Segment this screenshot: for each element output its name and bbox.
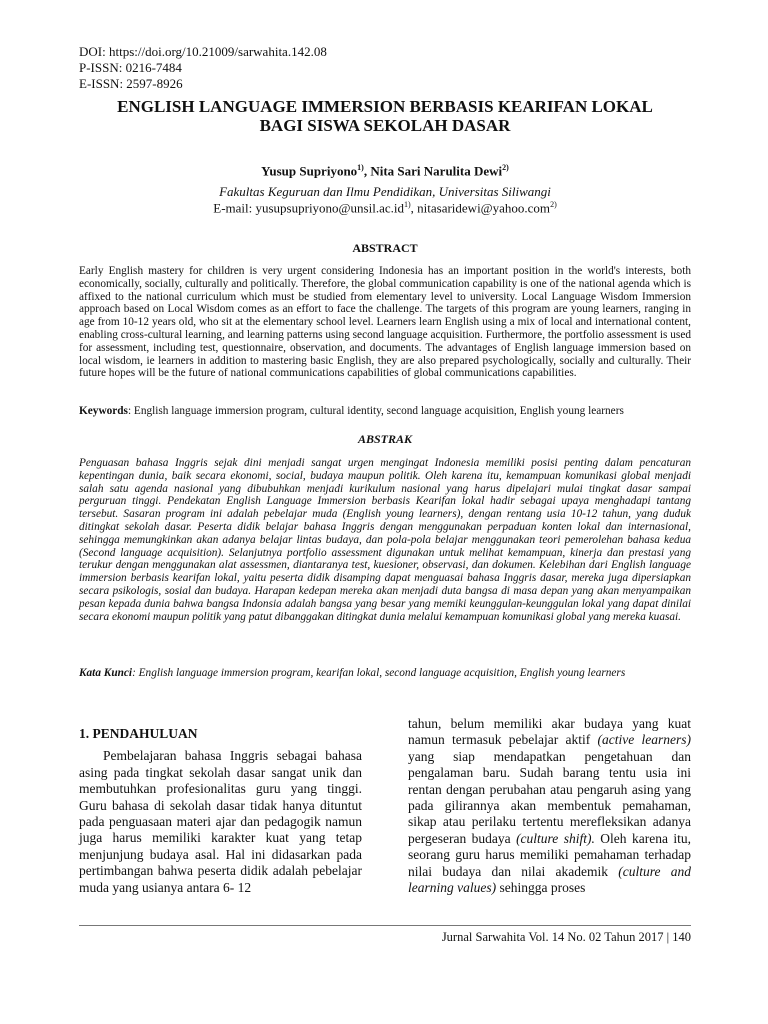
email-2: , nitasaridewi@yahoo.com: [410, 200, 551, 216]
keywords: [79, 405, 691, 418]
italic-term: (culture and learning values): [408, 863, 691, 896]
italic-term: (culture shift).: [516, 830, 595, 846]
text-run: sehingga proses: [496, 880, 586, 896]
title-line-2: BAGI SISWA SEKOLAH DASAR: [259, 116, 511, 135]
intro-paragraph-continued: [408, 716, 691, 896]
left-column: [79, 726, 362, 896]
italic-term: (active learners): [597, 732, 691, 748]
kata-kunci-label: Kata Kunci: [79, 667, 133, 679]
email-2-mark: 2): [550, 200, 557, 209]
author-separator: ,: [363, 163, 371, 179]
keywords-text: : English language immersion program, cultural identity, second language acquisition, English young learners: [127, 405, 624, 417]
pissn-line: P-ISSN: 0216-7484: [79, 60, 182, 75]
author-list: [79, 163, 691, 179]
right-column: [408, 716, 691, 896]
abstrak-body: Penguasan bahasa Inggris sejak dini menjadi sangat urgen mengingat Indonesia memiliki posisi penting dalam pencaturan kepentingan dunia, baik secara ekonomi, social, budaya maupun politik. Oleh karena itu, kemampuan komunikasi global menjadi salah satu agenda nasional yang dibubuhkan menjadi kurikulum nasional yang harus dipelajari mulai tingkat dasar sampai perguruan tinggi. Pendekatan English Language Immersion berbasis Kearifan lokal hadir sebagai upaya menghadapi tantang tersebut. Sasaran program ini adalah pebelajar muda (English young learners), dengan rentang usia 10-12 tahun, yang duduk ditingkat sekolah dasar. Peserta didik belajar bahasa Inggris dengan menggunakan perpaduan konten lokal dan internasional, sehingga memungkinkan akan adanya belajar lintas budaya, dan pola-pola belajar menggunakan teori pemerolehan bahasa kedua (Second language acquisition). Selanjutnya portfolio assessment digunakan untuk melihat kemampuan, kinerja dan prestasi yang terukur dengan menggunakan alat assessmen, diantaranya test, kuesioner, observasi, dan dokumen. Kelebihan dari English language immersion berbasis kearifan lokal, yaitu peserta didik disamping dapat menguasai bahasa Inggris dasar, mereka juga dipersiapkan secara psikologis, sosial dan budaya. Harapan kedepan mereka akan menjadi duta bangsa di masa depan yang akan menyampaikan pesan kepada dunia bahwa bangsa Indonsia adalah bangsa yang besar yang memiki keunggulan-keunggulan lokal yang dapat dinilai secara ekonomi maupun politik yang patut dibanggakan ditingkat dunia melalui kemampuan komunikasi global yang mereka kuasai.: [79, 457, 691, 623]
eissn-line: E-ISSN: 2597-8926: [79, 76, 183, 91]
kata-kunci-text: : English language immersion program, kearifan lokal, second language acquisition, English young learners: [132, 667, 626, 679]
email-1: E-mail: yusupsupriyono@unsil.ac.id: [213, 200, 404, 216]
abstract-heading: ABSTRACT: [352, 241, 418, 255]
author-2: Nita Sari Narulita Dewi: [370, 163, 503, 179]
intro-paragraph: Pembelajaran bahasa Inggris sebagai bahasa asing pada tingkat sekolah dasar sangat unik dan membutuhkan profesionalitas guru yang tinggi. Guru bahasa di sekolah dasar tidak hanya dituntut pada penguasaan materi ajar dan pedagogik namun juga harus memiliki karakter kuat yang tetap menjunjung budaya asal. Hal ini didasarkan pada pertimbangan bahwa peserta didik adalah pebelajar muda yang usianya antara 6- 12: [79, 748, 362, 895]
abstrak-heading: ABSTRAK: [357, 432, 413, 446]
paper-title: [79, 97, 691, 135]
email-1-mark: 1): [403, 200, 411, 209]
footer-rule: [79, 925, 691, 926]
text-run: yang siap mendapatkan pengetahuan dan pengalaman baru. Sudah barang tentu usia ini rentan dengan perubahan atau pengaruh asing yang pada gilirannya akan membentuk pemahaman, sikap atau perilaku tertentu merefleksikan adanya pergeseran budaya: [408, 748, 691, 846]
section-heading: 1. PENDAHULUAN: [79, 726, 198, 741]
author-1: Yusup Supriyono: [261, 163, 358, 179]
author-2-mark: 2): [502, 163, 509, 172]
email-line: [79, 200, 691, 216]
text-run: tahun, belum memiliki akar budaya yang kuat namun termasuk pebelajar aktif: [408, 716, 691, 748]
kata-kunci: [79, 667, 691, 680]
doi-line: DOI: https://doi.org/10.21009/sarwahita.142.08: [79, 44, 327, 59]
title-line-1: ENGLISH LANGUAGE IMMERSION BERBASIS KEARIFAN LOKAL: [117, 97, 653, 116]
article-meta: [79, 44, 327, 92]
affiliation: Fakultas Keguruan dan Ilmu Pendidikan, Universitas Siliwangi: [219, 184, 551, 199]
abstract-body: Early English mastery for children is very urgent considering Indonesia has an important position in the world's interests, both economically, socially, culturally and politically. Therefore, the global communication capability is one of the national agenda which is affixed to the national curriculum which must be studied from elementary level to university. Local Language Wisdom Immersion approach based on Local Wisdom comes as an effort to face the challenge. The targets of this program are young learners, ranging in age from 10-12 years old, who sit at the elementary school level. Learners learn English using a mix of local and international content, enabling cross-cultural learning, and learning patterns using second language acquisition. Furthermore, the portfolio assessment is used for assessment, including test, questionnaire, observation, and documents. The advantages of English language immersion based on local wisdom, ie learners in addition to mastering basic English, they are also prepared psychologically, socially and culturally. Their future hopes will be the future of national communications capabilities of global communications capabilities.: [79, 265, 691, 380]
text-run: Oleh karena itu, seorang guru harus memiliki pemahaman terhadap nilai budaya dan nilai akademik: [408, 830, 691, 879]
author-1-mark: 1): [357, 163, 364, 172]
keywords-label: Keywords: [79, 405, 128, 417]
page-footer: Jurnal Sarwahita Vol. 14 No. 02 Tahun 2017 | 140: [441, 930, 691, 944]
